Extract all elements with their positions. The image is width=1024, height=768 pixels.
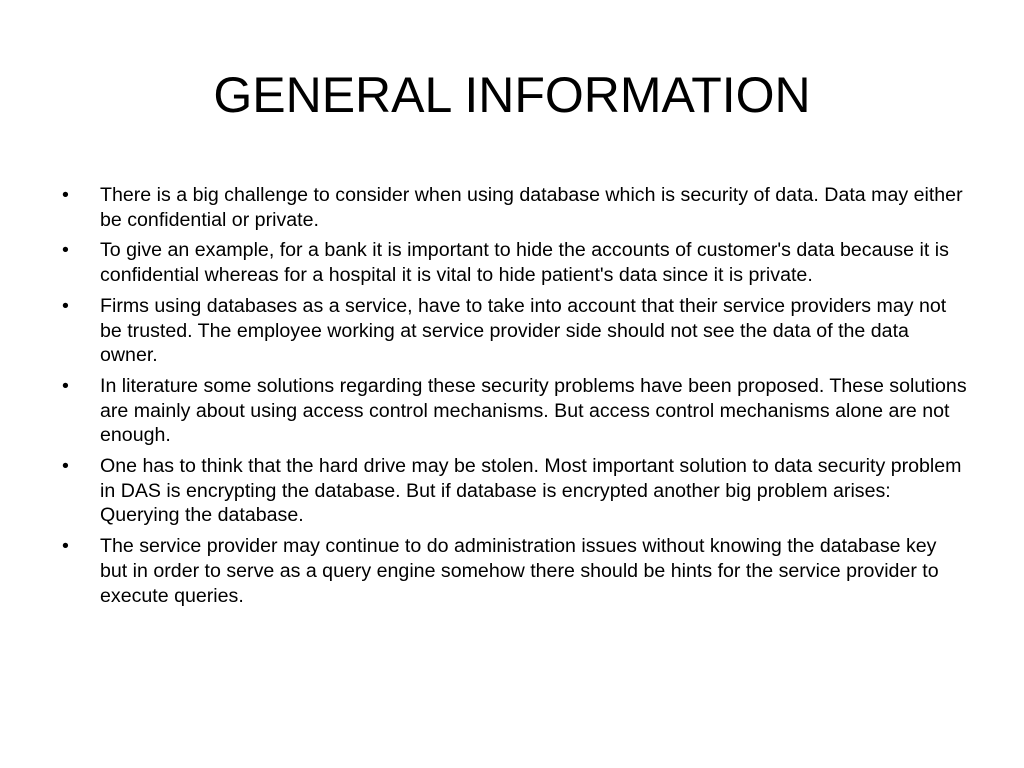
slide-title: GENERAL INFORMATION [213,67,811,123]
bullet-item [62,534,967,608]
bullet-text: There is a big challenge to consider when using database which is security of data. Data may either be confidential or private. [100,184,963,231]
bullet-icon: • [62,455,69,478]
bullet-icon: • [62,374,69,397]
bullet-icon: • [62,294,69,317]
bullet-icon: • [62,239,69,262]
bullet-text: Firms using databases as a service, have to take into account that their service providers may not be trusted. The employee working at service provider side should not see the data of the data owner. [100,294,947,367]
bullet-item [62,454,967,528]
bullet-text: In literature some solutions regarding these security problems have been proposed. These solutions are mainly about using access control mechanisms. But access control mechanisms alone are not enough. [100,374,967,447]
bullet-text: One has to think that the hard drive may be stolen. Most important solution to data security problem in DAS is encrypting the database. But if database is encrypted another big problem arises: Querying the database. [100,455,962,527]
bullet-text: To give an example, for a bank it is important to hide the accounts of customer's data because it is confidential whereas for a hospital it is vital to hide patient's data since it is private. [100,239,949,287]
bullet-item [62,294,967,368]
bullet-icon: • [62,535,69,558]
bullet-item [62,238,967,287]
bullet-item [62,183,967,232]
bullet-list [62,183,967,614]
bullet-item [62,374,967,448]
bullet-icon: • [62,184,69,206]
bullet-text: The service provider may continue to do administration issues without knowing the database key but in order to serve as a query engine somehow there should be hints for the service provider to execute queries. [100,535,939,607]
